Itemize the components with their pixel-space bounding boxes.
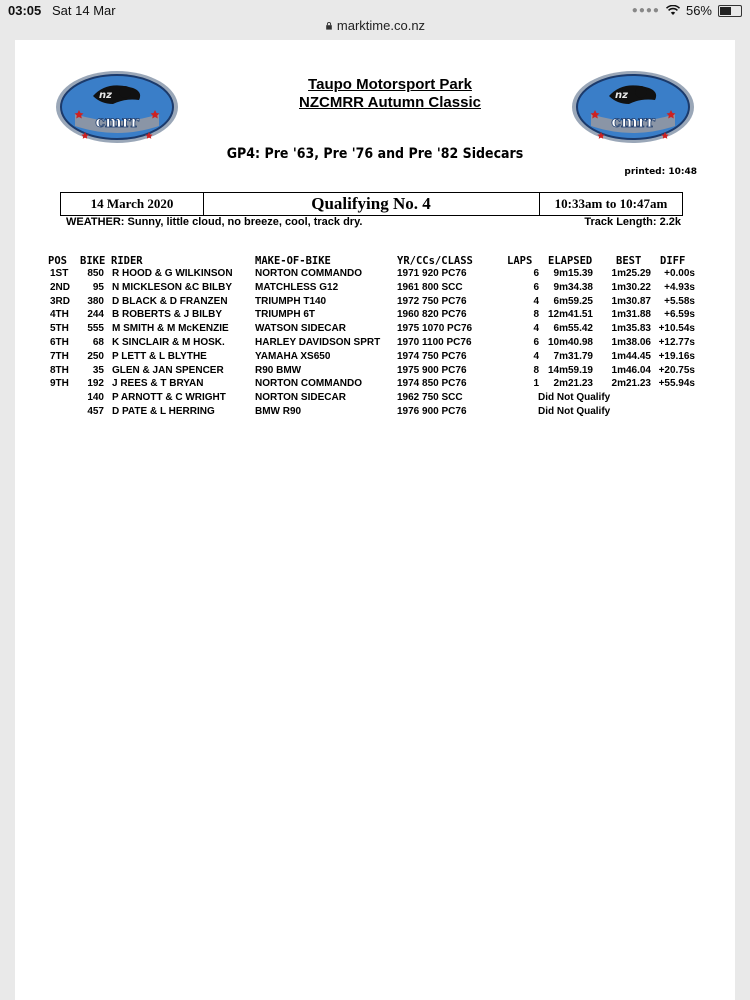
battery-fill: [720, 7, 731, 15]
status-time: 03:05: [8, 3, 42, 18]
cell-rider: B ROBERTS & J BILBY: [112, 309, 223, 321]
cell-bike: 850: [87, 268, 104, 279]
cell-best: 1m25.29: [611, 268, 651, 279]
cell-class: 1976 900 PC76: [397, 406, 467, 417]
wifi-icon: [666, 5, 680, 16]
col-header-make: MAKE-OF-BIKE: [255, 255, 331, 267]
cell-diff: +0.00s: [664, 268, 695, 279]
cell-class: 1974 750 PC76: [397, 350, 467, 362]
cell-make: NORTON COMMANDO: [255, 268, 363, 279]
table-row: [15, 378, 735, 392]
cell-pos: 6TH: [50, 337, 69, 348]
cell-bike: 140: [87, 392, 104, 404]
cell-elapsed: 14m59.19: [547, 364, 593, 376]
session-time: 10:33am to 10:47am: [554, 196, 668, 211]
cell-best: 1m30.22: [611, 281, 651, 293]
cell-make: HARLEY DAVIDSON SPRT: [255, 337, 381, 348]
cell-make: BMW R90: [255, 406, 302, 417]
table-row: [15, 282, 735, 296]
cell-elapsed: 9m15.39: [553, 268, 593, 279]
cell-make: WATSON SIDECAR: [255, 323, 346, 335]
cell-make: YAMAHA XS650: [255, 350, 331, 362]
race-class-title: GP4: Pre '63, Pre '76 and Pre '82 Sidecars: [226, 146, 524, 162]
cell-class: 1974 850 PC76: [397, 378, 467, 390]
cell-bike: 95: [92, 281, 104, 293]
cell-bike: 457: [87, 406, 104, 417]
col-header-rider: RIDER: [111, 255, 143, 267]
cell-pos: 4TH: [50, 309, 69, 321]
cell-class: 1975 1070 PC76: [397, 323, 473, 335]
cell-bike: 555: [87, 323, 104, 335]
logo-text-cmrr: cmrr: [95, 112, 139, 131]
cell-elapsed: 2m21.23: [553, 378, 593, 390]
cell-laps: 6: [533, 281, 539, 293]
cell-laps: 6: [533, 268, 539, 279]
cell-diff: +10.54s: [658, 323, 695, 335]
cell-class: 1971 920 PC76: [397, 268, 467, 279]
table-row: [15, 365, 735, 379]
cell-bike: 68: [92, 337, 104, 348]
cell-best: 1m31.88: [611, 309, 651, 321]
cell-rider: D BLACK & D FRANZEN: [112, 295, 228, 307]
cell-diff: +55.94s: [658, 378, 695, 390]
cell-pos: 5TH: [50, 323, 69, 335]
cell-diff: +5.58s: [664, 295, 695, 307]
cell-elapsed: 6m59.25: [553, 295, 593, 307]
weather-text: Sunny, little cloud, no breeze, cool, track dry.: [127, 216, 363, 228]
track-length: Track Length: 2.2k: [584, 216, 681, 228]
col-header-pos: POS: [48, 255, 67, 267]
cell-laps: 8: [533, 364, 539, 376]
cell-bike: 192: [87, 378, 104, 390]
cell-laps: 8: [533, 309, 539, 321]
meeting-name: NZCMRR Autumn Classic: [299, 94, 481, 111]
cell-rider: D PATE & L HERRING: [112, 406, 215, 417]
cell-diff: +20.75s: [658, 364, 695, 376]
table-row: [15, 296, 735, 310]
cell-elapsed: 9m34.38: [553, 281, 593, 293]
cell-laps: 1: [533, 378, 539, 390]
table-row: [15, 351, 735, 365]
cell-best: 1m46.04: [611, 364, 651, 376]
cell-rider: GLEN & JAN SPENCER: [112, 364, 224, 376]
cell-elapsed: 10m40.98: [547, 337, 593, 348]
col-header-bike: BIKE: [80, 255, 106, 267]
cell-diff: +12.77s: [658, 337, 695, 348]
results-page: [15, 40, 735, 1000]
more-dots-icon: ●●●●: [631, 5, 660, 16]
cell-bike: 244: [87, 309, 104, 321]
cell-rider: N MICKLESON &C BILBY: [112, 281, 232, 293]
cell-diff: +4.93s: [664, 281, 695, 293]
cell-rider: P LETT & L BLYTHE: [112, 350, 207, 362]
svg-text:nz: nz: [615, 90, 628, 101]
cell-laps: 6: [533, 337, 539, 348]
cell-rider: P ARNOTT & C WRIGHT: [112, 392, 226, 404]
cell-class: 1972 750 PC76: [397, 295, 467, 307]
cell-diff: +6.59s: [664, 309, 695, 321]
venue-name: Taupo Motorsport Park: [308, 76, 472, 93]
cell-make: MATCHLESS G12: [255, 281, 339, 293]
printed-time: printed: 10:48: [624, 167, 697, 177]
table-row: [15, 323, 735, 337]
svg-text:nz: nz: [99, 90, 112, 101]
cell-elapsed: 12m41.51: [547, 309, 593, 321]
cell-best: 1m30.87: [611, 295, 651, 307]
cell-make: NORTON SIDECAR: [255, 392, 346, 404]
logo-text-cmrr: cmrr: [611, 112, 655, 131]
cell-elapsed: 6m55.42: [553, 323, 593, 335]
status-right: [632, 3, 742, 18]
status-date: Sat 14 Mar: [52, 3, 116, 18]
cell-make: NORTON COMMANDO: [255, 378, 363, 390]
cell-best: 2m21.23: [611, 378, 651, 390]
cell-make: TRIUMPH 6T: [255, 309, 315, 321]
cell-bike: 250: [87, 350, 104, 362]
cell-laps: 4: [533, 295, 539, 307]
cell-diff: +19.16s: [658, 350, 695, 362]
cell-class: 1962 750 SCC: [397, 392, 463, 404]
col-header-class: YR/CCs/CLASS: [397, 255, 473, 267]
cell-pos: 3RD: [50, 295, 71, 307]
cell-note: Did Not Qualify: [538, 406, 611, 417]
cell-laps: 4: [533, 350, 539, 362]
cell-pos: 9TH: [50, 378, 69, 390]
cell-pos: 8TH: [50, 364, 69, 376]
table-row: [15, 337, 735, 351]
cell-class: 1961 800 SCC: [397, 281, 463, 293]
nzcmrr-logo-left: [55, 70, 179, 144]
battery-icon: [718, 5, 742, 17]
cell-rider: K SINCLAIR & M HOSK.: [112, 337, 225, 348]
cell-best: 1m35.83: [611, 323, 651, 335]
table-row: [15, 392, 735, 406]
weather-line: [66, 216, 362, 228]
cell-best: 1m44.45: [611, 350, 651, 362]
session-info-box: [60, 192, 683, 216]
cell-rider: R HOOD & G WILKINSON: [112, 268, 233, 279]
cell-rider: M SMITH & M McKENZIE: [112, 323, 229, 335]
col-header-elapsed: ELAPSED: [548, 255, 593, 267]
col-header-laps: LAPS: [507, 255, 533, 267]
cell-class: 1975 900 PC76: [397, 364, 467, 376]
session-name: Qualifying No. 4: [203, 193, 540, 215]
cell-pos: 1ST: [50, 268, 69, 279]
weather-label: WEATHER:: [66, 216, 125, 228]
cell-rider: J REES & T BRYAN: [112, 378, 204, 390]
cell-elapsed: 7m31.79: [553, 350, 593, 362]
cell-note: Did Not Qualify: [538, 392, 611, 404]
cell-make: R90 BMW: [255, 364, 302, 376]
cell-class: 1960 820 PC76: [397, 309, 467, 321]
cell-best: 1m38.06: [611, 337, 651, 348]
table-row: [15, 309, 735, 323]
cell-pos: 2ND: [50, 281, 71, 293]
address-bar[interactable]: [0, 18, 750, 38]
table-row: [15, 406, 735, 420]
cell-laps: 4: [533, 323, 539, 335]
battery-percent: 56%: [685, 3, 712, 18]
cell-make: TRIUMPH T140: [255, 295, 327, 307]
cell-pos: 7TH: [50, 350, 69, 362]
event-title: [215, 76, 565, 112]
cell-bike: 35: [92, 364, 104, 376]
col-header-best: BEST: [616, 255, 642, 267]
cell-class: 1970 1100 PC76: [397, 337, 472, 348]
col-header-diff: DIFF: [660, 255, 686, 267]
cell-bike: 380: [87, 295, 104, 307]
url-text: marktime.co.nz: [336, 18, 426, 33]
table-row: [15, 268, 735, 282]
lock-icon: [325, 22, 333, 30]
session-date: 14 March 2020: [61, 193, 204, 215]
nzcmrr-logo-right: [571, 70, 695, 144]
